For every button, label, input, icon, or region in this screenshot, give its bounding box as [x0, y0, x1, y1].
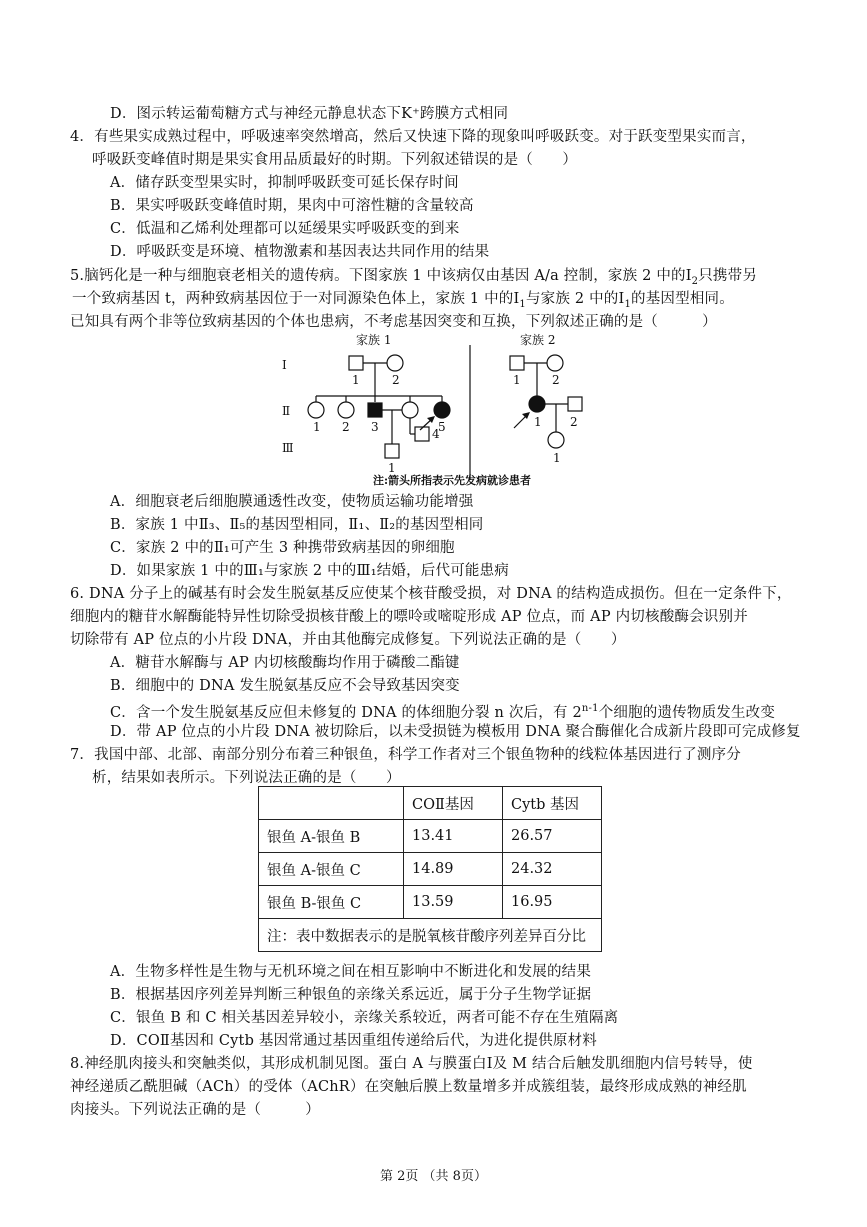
q8-stem-line1: 8.神经肌肉接头和突触类似，其形成机制见图。蛋白 A 与膜蛋白Ⅰ及 M 结合后触发肌细胞内信号转导，使	[70, 1056, 753, 1072]
f2-I2-female	[547, 355, 563, 371]
q5-line2-tail: 的基因型相同。	[631, 291, 734, 307]
f2-II1-number: 1	[534, 415, 542, 429]
q5-stem-line3: 已知具有两个非等位致病基因的个体也患病，不考虑基因突变和互换，下列叙述正确的是（ ）	[70, 314, 717, 330]
table-note: 注：表中数据表示的是脱氧核苷酸序列差异百分比	[259, 919, 602, 952]
table-cell: 26.57	[503, 820, 602, 853]
table-cell: 14.89	[404, 853, 503, 886]
table-cell: 银鱼 A-银鱼 B	[259, 820, 404, 853]
q6-stem-line2: 细胞内的糖苷水解酶能特异性切除受损核苷酸上的嘌呤或嘧啶形成 AP 位点，而 AP 内切核酸酶会识别并	[70, 609, 748, 625]
f1-II3-affected-male	[368, 403, 382, 417]
q6-option-c	[110, 699, 775, 723]
q6-stem-line3: 切除带有 AP 位点的小片段 DNA，并由其他酶完成修复。下列说法正确的是（ ）	[70, 632, 626, 648]
f1-I1-number: 1	[352, 373, 360, 387]
q5-option-c: C．家族 2 中的Ⅱ₁可产生 3 种携带致病基因的卵细胞	[110, 540, 455, 556]
q5-line1-sub: 2	[691, 275, 699, 287]
q4-stem-line1: 4．有些果实成熟过程中，呼吸速率突然增高，然后又快速下降的现象叫呼吸跃变。对于跃变型果实而言，	[70, 129, 756, 145]
q6-option-a: A．糖苷水解酶与 AP 内切核酸酶均作用于磷酸二酯键	[110, 655, 460, 671]
q6-stem-line1: 6. DNA 分子上的碱基有时会发生脱氨基反应使某个核苷酸受损，对 DNA 的结构造成损伤。但在一定条件下，	[70, 586, 792, 602]
q5-line1-tail: 只携带另	[698, 268, 758, 284]
table-header-row	[259, 787, 602, 820]
sequence-difference-table	[258, 786, 602, 952]
table-note-row	[259, 919, 602, 952]
q4-option-c: C．低温和乙烯利处理都可以延缓果实呼吸跃变的到来	[110, 221, 460, 237]
q5-option-b: B．家族 1 中Ⅱ₃、Ⅱ₅的基因型相同，Ⅱ₁、Ⅱ₂的基因型相同	[110, 517, 484, 533]
table-cell: 银鱼 A-银鱼 C	[259, 853, 404, 886]
q7-option-a: A．生物多样性是生物与无机环境之间在相互影响中不断进化和发展的结果	[110, 964, 592, 980]
f1-I2-female	[387, 355, 403, 371]
q5-line2-text: 一个致病基因 t，两种致病基因位于一对同源染色体上，家族 1 中的Ⅰ	[72, 291, 520, 307]
f1-II5-number: 5	[438, 420, 446, 434]
f1-III1-male	[385, 444, 399, 458]
table-row	[259, 886, 602, 919]
f2-II2-male	[568, 397, 582, 411]
q5-line1-text: 5.脑钙化是一种与细胞衰老相关的遗传病。下图家族 1 中该病仅由基因 A/a 控制，家族 2 中的Ⅰ	[70, 268, 692, 284]
table-row	[259, 820, 602, 853]
table-header-cell: Cytb 基因	[503, 787, 602, 820]
f2-II1-affected-female	[529, 396, 545, 412]
generation-II-label: Ⅱ	[282, 404, 291, 418]
table-cell: 13.59	[404, 886, 503, 919]
q7-option-d: D．COⅡ基因和 Cytb 基因常通过基因重组传递给后代，为进化提供原材料	[110, 1033, 597, 1049]
f1-II4-spouse-male	[415, 427, 429, 441]
f1-II4-female	[402, 402, 418, 418]
q4-option-b: B．果实呼吸跃变峰值时期，果肉中可溶性糖的含量较高	[110, 198, 474, 214]
f1-II1-female	[308, 402, 324, 418]
table-header-cell	[259, 787, 404, 820]
f2-III1-female	[548, 432, 564, 448]
q5-stem-line2	[72, 289, 734, 315]
q4-stem-line2: 呼吸跃变峰值时期是果实食用品质最好的时期。下列叙述错误的是（ ）	[92, 152, 578, 168]
q4-option-d: D．呼吸跃变是环境、植物激素和基因表达共同作用的结果	[110, 244, 490, 260]
pedigree-note: 注:箭头所指表示先发病就诊患者	[373, 474, 532, 487]
f1-I1-male	[349, 356, 363, 370]
table-cell: 16.95	[503, 886, 602, 919]
f2-III1-number: 1	[553, 451, 561, 465]
q6-option-c-exponent: n-1	[581, 703, 599, 714]
q6-option-c-tail: 个细胞的遗传物质发生改变	[598, 704, 776, 721]
f1-II3-number: 3	[371, 420, 379, 434]
q7-option-b: B．根据基因序列差异判断三种银鱼的亲缘关系远近，属于分子生物学证据	[110, 987, 592, 1003]
q6-option-d: D．带 AP 位点的小片段 DNA 被切除后，以未受损链为模板用 DNA 聚合酶催化合成新片段即可完成修复	[110, 724, 801, 740]
f1-III1-number: 1	[388, 461, 396, 475]
f1-II2-female	[338, 402, 354, 418]
q7-stem-line1: 7．我国中部、北部、南部分别分布着三种银鱼，科学工作者对三个银鱼物种的线粒体基因进行了测序分	[70, 747, 741, 763]
q5-option-a: A．细胞衰老后细胞膜通透性改变，使物质运输功能增强	[110, 494, 474, 510]
q6-option-b: B．细胞中的 DNA 发生脱氨基反应不会导致基因突变	[110, 678, 460, 694]
q8-stem-line2: 神经递质乙酰胆碱（ACh）的受体（AChR）在突触后膜上数量增多并成簇组装，最终形成成熟的神经肌	[70, 1079, 747, 1095]
f2-II2-number: 2	[570, 415, 578, 429]
q5-line2-sub2: 1	[624, 298, 632, 310]
q5-option-d: D．如果家族 1 中的Ⅲ₁与家族 2 中的Ⅲ₁结婚，后代可能患病	[110, 563, 510, 579]
f1-II4-number: 4	[432, 427, 440, 441]
f2-I2-number: 2	[552, 373, 560, 387]
table-header-cell: COⅡ基因	[404, 787, 503, 820]
q5-line2-mid: 与家族 2 中的Ⅰ	[525, 291, 625, 307]
f2-I1-number: 1	[513, 373, 521, 387]
table-row	[259, 853, 602, 886]
q8-stem-line3: 肉接头。下列说法正确的是（ ）	[70, 1102, 320, 1118]
family1-title: 家族 1	[356, 333, 392, 347]
q6-option-c-text: C．含一个发生脱氨基反应但未修复的 DNA 的体细胞分裂 n 次后，有 2	[110, 704, 582, 721]
f1-II5-affected-female	[434, 402, 450, 418]
f1-II1-number: 1	[313, 420, 321, 434]
q5-stem-line1	[70, 266, 757, 292]
f2-I1-male	[510, 356, 524, 370]
q7-option-c: C．银鱼 B 和 C 相关基因差异较小，亲缘关系较近，两者可能不存在生殖隔离	[110, 1010, 619, 1026]
table-cell: 银鱼 B-银鱼 C	[259, 886, 404, 919]
table-cell: 13.41	[404, 820, 503, 853]
f1-II2-number: 2	[342, 420, 350, 434]
table-cell: 24.32	[503, 853, 602, 886]
q4-option-a: A．储存跃变型果实时，抑制呼吸跃变可延长保存时间	[110, 175, 459, 191]
f1-I2-number: 2	[392, 373, 400, 387]
generation-III-label: Ⅲ	[282, 441, 294, 455]
generation-I-label: Ⅰ	[282, 358, 287, 372]
family2-title: 家族 2	[520, 333, 556, 347]
page-footer: 第 2页 （共 8页）	[380, 1169, 487, 1184]
q3-option-d: D．图示转运葡萄糖方式与神经元静息状态下K⁺跨膜方式相同	[110, 106, 509, 122]
q7-stem-line2: 析，结果如表所示。下列说法正确的是（ ）	[92, 770, 401, 786]
q5-line2-sub1: 1	[519, 298, 526, 310]
f2-proband-arrowhead	[522, 412, 530, 419]
pedigree-figure	[270, 330, 600, 490]
